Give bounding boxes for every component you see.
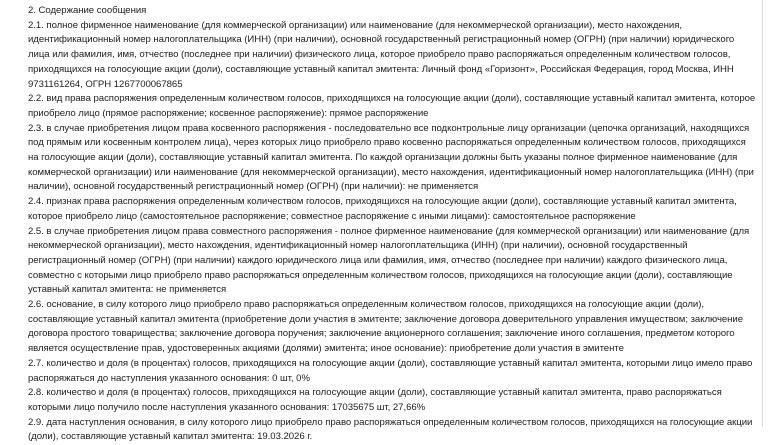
item-2-6: 2.6. основание, в силу которого лицо приобрело право распоряжаться определенным количеством голосов, приходящихся на голосующие акции (доли), составляющие уставный капитал эмитента (приобретение доли участия в эмитенте; заключение договора доверительного управления имуществом; заключение договора простого товарищества; заключение договора поручения; заключение акционерного соглашения; заключение иного соглашения, предметом которого является осуществление прав, удостоверенных акциями (долями) эмитента; иное основание): приобретение доли участия в эмитенте xyxy=(28,299,744,355)
item-2-5: 2.5. в случае приобретения лицом права совместного распоряжения - полное фирменное наименование (для коммерческой организации) или наименование (для некоммерческой организации), место нахождения, идентификационный номер налогоплательщика (ИНН) (при наличии), основной государственный регистрационный номер (ОГРН) (при наличии) каждого юридического лица или фамилия, имя, отчество (последнее при наличии) каждого физического лица, совместно с которыми лицо приобрело право распоряжаться определенным количеством голосов, приходящихся на голосующие акции (доли), составляющие уставный капитал эмитента: не применяется xyxy=(28,225,750,296)
panel-divider xyxy=(762,0,763,427)
section-heading: 2. Содержание сообщения xyxy=(28,5,147,16)
item-2-9: 2.9. дата наступления основания, в силу которого лицо приобрело право распоряжаться определенным количеством голосов, приходящихся на голосующие акции (доли), составляющие уставный капитал эмитента: 19.03.2026 г. xyxy=(28,416,753,443)
item-2-7: 2.7. количество и доля (в процентах) голосов, приходящихся на голосующие акции (доли), составляющие уставный капитал эмитента, которыми лицо имело право распоряжаться до наступления указанного основания: 0 шт, 0% xyxy=(28,357,753,384)
item-2-1: 2.1. полное фирменное наименование (для коммерческой организации) или наименование (для некоммерческой организации), место нахождения, идентификационный номер налогоплательщика (ИНН) (при наличии), основной государственный регистрационный номер (ОГРН) (при наличии) юридического лица или фамилия, имя, отчество (последнее при наличии) физического лица, которое приобрело право распоряжаться определенным количеством голосов, приходящихся на голосующие акции (доли), составляющие уставный капитал эмитента: Личный фонд «Горизонт», Российская Федерация, город Москва, ИНН 9731161264, ОГРН 1267700067865 xyxy=(28,19,735,90)
item-2-8: 2.8. количество и доля (в процентах) голосов, приходящихся на голосующие акции (доли), составляющие уставный капитал эмитента, право распоряжаться которыми лицо получило после наступления указанного основания: 17035675 шт, 27,66% xyxy=(28,387,722,413)
item-2-3: 2.3. в случае приобретения лицом права косвенного распоряжения - последовательно все подконтрольные лицу организации (цепочка организаций, находящихся под прямым или косвенным контролем лица), через которых лицо приобрело право косвенно распоряжаться определенным количеством голосов, приходящихся на голосующие акции (доли), составляющие уставный капитал эмитента. По каждой организации должны быть указаны полное фирменное наименование (для коммерческой организации) или наименование (для некоммерческой организации), место нахождения, идентификационный номер налогоплательщика (ИНН) (при наличии), основной государственный регистрационный номер (ОГРН) (при наличии): не применяется xyxy=(28,122,754,193)
item-2-2: 2.2. вид права распоряжения определенным количеством голосов, приходящихся на голосующие акции (доли), составляющие уставный капитал эмитента, которое приобрело лицо (прямое распоряжение; косвенное распоряжение): прямое распоряжение xyxy=(28,93,756,119)
item-2-4: 2.4. признак права распоряжения определенным количеством голосов, приходящихся на голосующие акции (доли), составляющие уставный капитал эмитента, которое приобрело лицо (самостоятельное распоряжение; совместное распоряжение с иными лицами): самостоятельное распоряжение xyxy=(28,196,737,222)
message-content xyxy=(28,4,758,445)
